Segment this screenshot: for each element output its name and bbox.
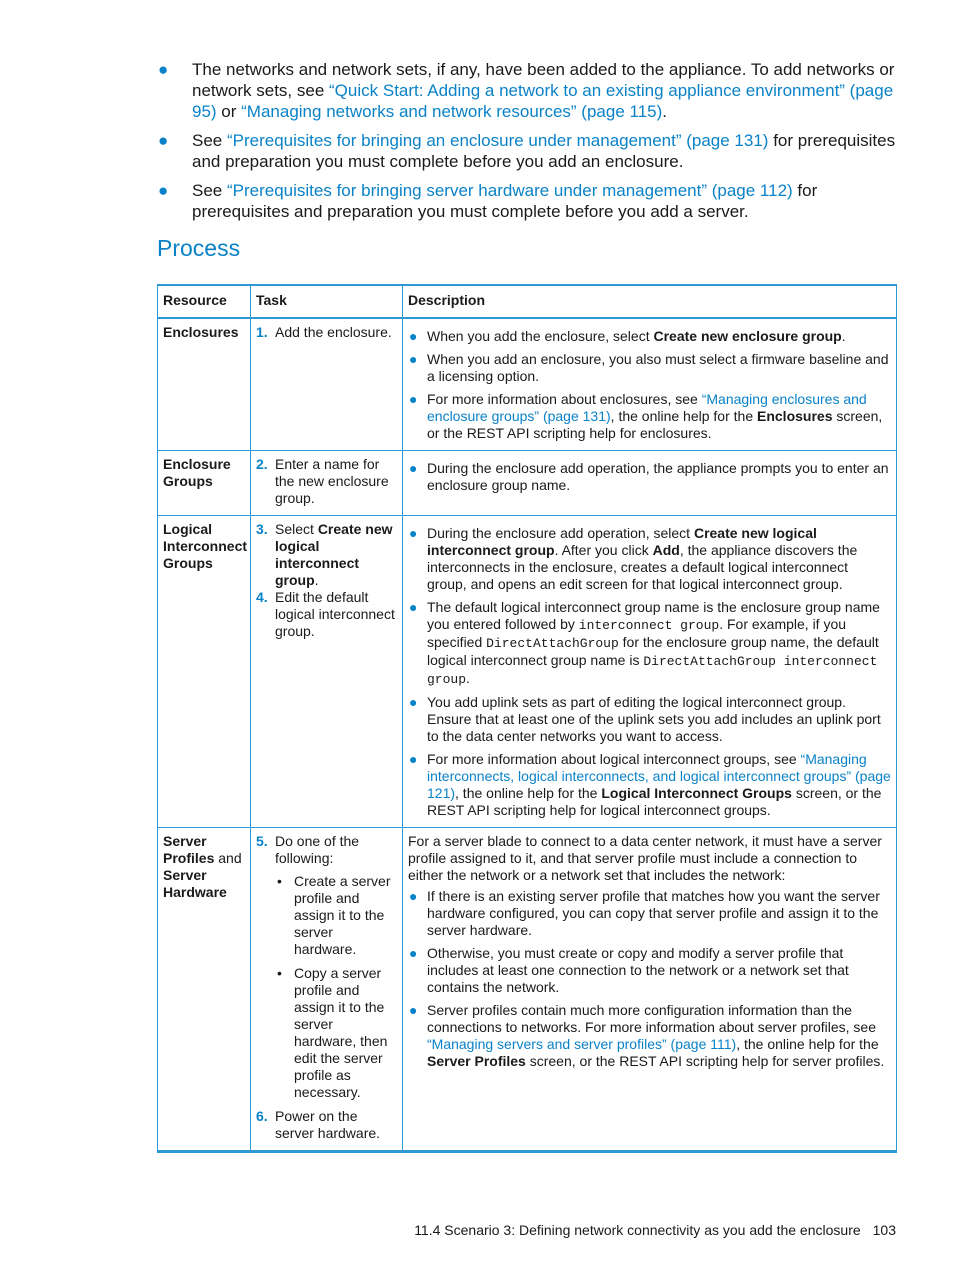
resource-cell: Server Profiles and Server Hardware [158, 828, 251, 1152]
bullet-icon: ● [158, 181, 169, 200]
task-cell [251, 516, 403, 828]
bullet-icon: ● [409, 751, 418, 767]
bullet-icon: ● [409, 1002, 418, 1018]
list-item: ● Otherwise, you must create or copy and modify a server profile that includes at least one connection to the network or a network set that contains the network. [409, 945, 849, 995]
list-item: ● For more information about logical interconnect groups, see “Managing interconnects, logical interconnects, and logical interconnect groups” (page 121), the online help for the Logical Interconnect Groups screen, or the REST API scripting help for logical interconnect groups. [409, 751, 891, 818]
table-row [158, 828, 897, 1152]
resource-cell: Enclosure Groups [158, 451, 251, 516]
step-item: 6. Power on the server hardware. [256, 1108, 381, 1141]
process-table [157, 284, 897, 1153]
bullet-icon: ● [158, 131, 169, 150]
step-item: 3. Select Create new logical interconnect group. [256, 521, 393, 588]
page-footer [414, 1222, 896, 1238]
description-cell [403, 516, 897, 828]
bullet-icon: ● [409, 599, 418, 615]
column-header-description: Description [403, 285, 897, 318]
list-item: ● See “Prerequisites for bringing server hardware under management” (page 112) for prerequisites and preparation you must complete before you add a server. [158, 181, 818, 221]
cross-reference-link[interactable]: “Managing interconnects, logical interconnects, and logical interconnect groups” (page 121) [427, 751, 891, 801]
bullet-icon: ● [409, 694, 418, 710]
list-item: ● When you add an enclosure, you also must select a firmware baseline and a licensing option. [409, 351, 889, 384]
resource-cell: Logical Interconnect Groups [158, 516, 251, 828]
bullet-icon: ● [409, 460, 418, 476]
list-item: ● The default logical interconnect group name is the enclosure group name you entered followed by interconnect group. For example, if you specified DirectAttachGroup for the enclosure group name, the default logical interconnect group name is DirectAttachGroup interconnect group. [409, 599, 880, 687]
list-item: ● During the enclosure add operation, the appliance prompts you to enter an enclosure group name. [409, 460, 889, 493]
list-item: ● During the enclosure add operation, select Create new logical interconnect group. After you click Add, the appliance discovers the interconnects in the enclosure, creates a default logical interconnect group, and opens an edit screen for that logical interconnect group. [409, 525, 858, 592]
footer-section-title: 11.4 Scenario 3: Defining network connectivity as you add the enclosure [414, 1222, 861, 1238]
column-header-task: Task [251, 285, 403, 318]
bullet-icon: ● [409, 888, 418, 904]
list-item: ● If there is an existing server profile that matches how you want the server hardware configured, you can copy that server profile and assign it to the server hardware. [409, 888, 880, 938]
resource-cell: Enclosures [158, 318, 251, 451]
task-cell [251, 828, 403, 1152]
list-item: ● Server profiles contain much more configuration information than the connections to networks. For more information about server profiles, see “Managing servers and server profiles” (page 111), the online help for the Server Profiles screen, or the REST API scripting help for server profiles. [409, 1002, 885, 1069]
cross-reference-link[interactable]: “Managing servers and server profiles” (page 111) [427, 1036, 737, 1052]
list-item: ● See “Prerequisites for bringing an enclosure under management” (page 131) for prerequisites and preparation you must complete before you add an enclosure. [158, 131, 896, 171]
list-item: ● You add uplink sets as part of editing the logical interconnect group. Ensure that at least one of the uplink sets you add includes an uplink port to the data center networks you want to access. [409, 694, 881, 744]
section-title: Process [157, 235, 241, 261]
table-row [158, 516, 897, 828]
cross-reference-link[interactable]: “Managing networks and network resources” (page 115) [241, 102, 663, 121]
column-header-resource: Resource [158, 285, 251, 318]
description-cell [403, 828, 897, 1152]
table-row [158, 451, 897, 516]
prerequisite-list [157, 59, 899, 230]
cross-reference-link[interactable]: “Prerequisites for bringing server hardware under management” (page 112) [226, 181, 793, 200]
description-intro: For a server blade to connect to a data center network, it must have a server profile assigned to it, and that server profile must include a connection to either the network or a network set that includes the network: [408, 833, 882, 883]
list-item: ● For more information about enclosures, see “Managing enclosures and enclosure groups” (page 131), the online help for the Enclosures screen, or the REST API scripting help for enclosures. [409, 391, 883, 441]
task-cell [251, 318, 403, 451]
bullet-icon: • [277, 965, 282, 981]
bullet-icon: ● [409, 945, 418, 961]
description-cell [403, 451, 897, 516]
step-item: 1. Add the enclosure. [256, 324, 392, 340]
description-cell [403, 318, 897, 451]
sub-list-item: • Create a server profile and assign it to the server hardware. [277, 873, 391, 957]
cross-reference-link[interactable]: “Managing enclosures and enclosure groups” (page 131) [427, 391, 867, 424]
step-item: 5. Do one of the following: • Create a server profile and assign it to the server hardware. • Copy a server profile and assign it to the server hardware, then edit the server profile as necessary. [256, 833, 397, 1101]
list-item: ● The networks and network sets, if any, have been added to the appliance. To add networks or network sets, see “Quick Start: Adding a network to an existing appliance environment” (page 95) or “Managing networks and network resources” (page 115). [158, 60, 895, 121]
bullet-icon: ● [158, 60, 169, 79]
sub-list-item: • Copy a server profile and assign it to the server hardware, then edit the server profile as necessary. [277, 965, 388, 1100]
task-cell [251, 451, 403, 516]
list-item: ● When you add the enclosure, select Create new enclosure group. [409, 328, 846, 344]
bullet-icon: ● [409, 391, 418, 407]
bullet-icon: • [277, 873, 282, 889]
page-number: 103 [872, 1222, 896, 1238]
step-item: 4. Edit the default logical interconnect group. [256, 589, 395, 639]
bullet-icon: ● [409, 351, 418, 367]
table-row [158, 318, 897, 451]
table-header-row [158, 285, 897, 318]
bullet-icon: ● [409, 525, 418, 541]
cross-reference-link[interactable]: “Quick Start: Adding a network to an existing appliance environment” (page 95) [192, 81, 894, 121]
step-item: 2. Enter a name for the new enclosure group. [256, 456, 389, 506]
cross-reference-link[interactable]: “Prerequisites for bringing an enclosure under management” (page 131) [226, 131, 769, 150]
bullet-icon: ● [409, 328, 418, 344]
